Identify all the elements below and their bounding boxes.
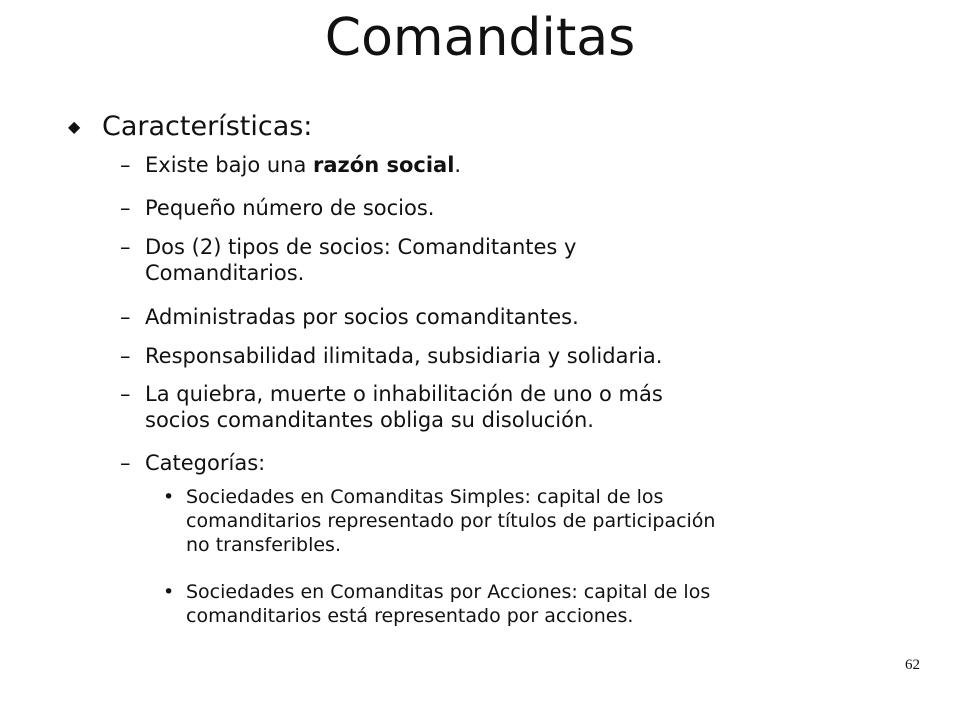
list-item-text-continued: socios comanditantes obliga su disolución. — [145, 408, 594, 432]
dash-bullet: – — [120, 382, 131, 406]
list-item-text-continued: Comanditarios. — [145, 261, 305, 285]
list-item-text: Categorías: — [145, 451, 266, 475]
slide-title: Comanditas — [324, 8, 636, 68]
round-bullet: • — [163, 486, 175, 508]
list-item-text: Administradas por socios comanditantes. — [145, 305, 579, 329]
dash-bullet: – — [120, 196, 131, 220]
heading-text: Características: — [102, 111, 313, 142]
list-item — [120, 343, 820, 369]
dash-bullet: – — [120, 305, 131, 329]
dash-bullet: – — [120, 451, 131, 475]
list-item-text: Pequeño número de socios. — [145, 196, 435, 220]
list-item — [120, 234, 820, 286]
sub-list-item-text-continued: comanditarios está representado por acciones. — [186, 605, 634, 627]
sub-list-item-text: Sociedades en Comanditas Simples: capital de los — [186, 486, 664, 508]
sub-list-item-text-continued: no transferibles. — [186, 534, 341, 556]
list-item — [120, 304, 820, 330]
sub-list-item-text: Sociedades en Comanditas por Acciones: capital de los — [186, 581, 711, 603]
list-item-text: La quiebra, muerte o inhabilitación de uno o más — [145, 382, 663, 406]
list-item-text: Existe bajo una razón social. — [145, 153, 462, 177]
sub-list-item — [163, 485, 883, 557]
page-number: 62 — [905, 657, 920, 673]
bold-term: razón social — [313, 153, 455, 177]
list-item — [120, 152, 820, 178]
dash-bullet: – — [120, 235, 131, 259]
dash-bullet: – — [120, 153, 131, 177]
round-bullet: • — [163, 581, 175, 603]
sub-list-item — [163, 580, 883, 628]
diamond-bullet-icon: ◆ — [68, 117, 81, 136]
list-item-text: Dos (2) tipos de socios: Comanditantes y — [145, 235, 577, 259]
sub-list-item-text-continued: comanditarios representado por títulos de participación — [186, 510, 716, 532]
list-item — [120, 195, 820, 221]
dash-bullet: – — [120, 344, 131, 368]
list-item — [120, 381, 820, 433]
list-item — [120, 450, 820, 476]
list-item-text: Responsabilidad ilimitada, subsidiaria y solidaria. — [145, 344, 663, 368]
